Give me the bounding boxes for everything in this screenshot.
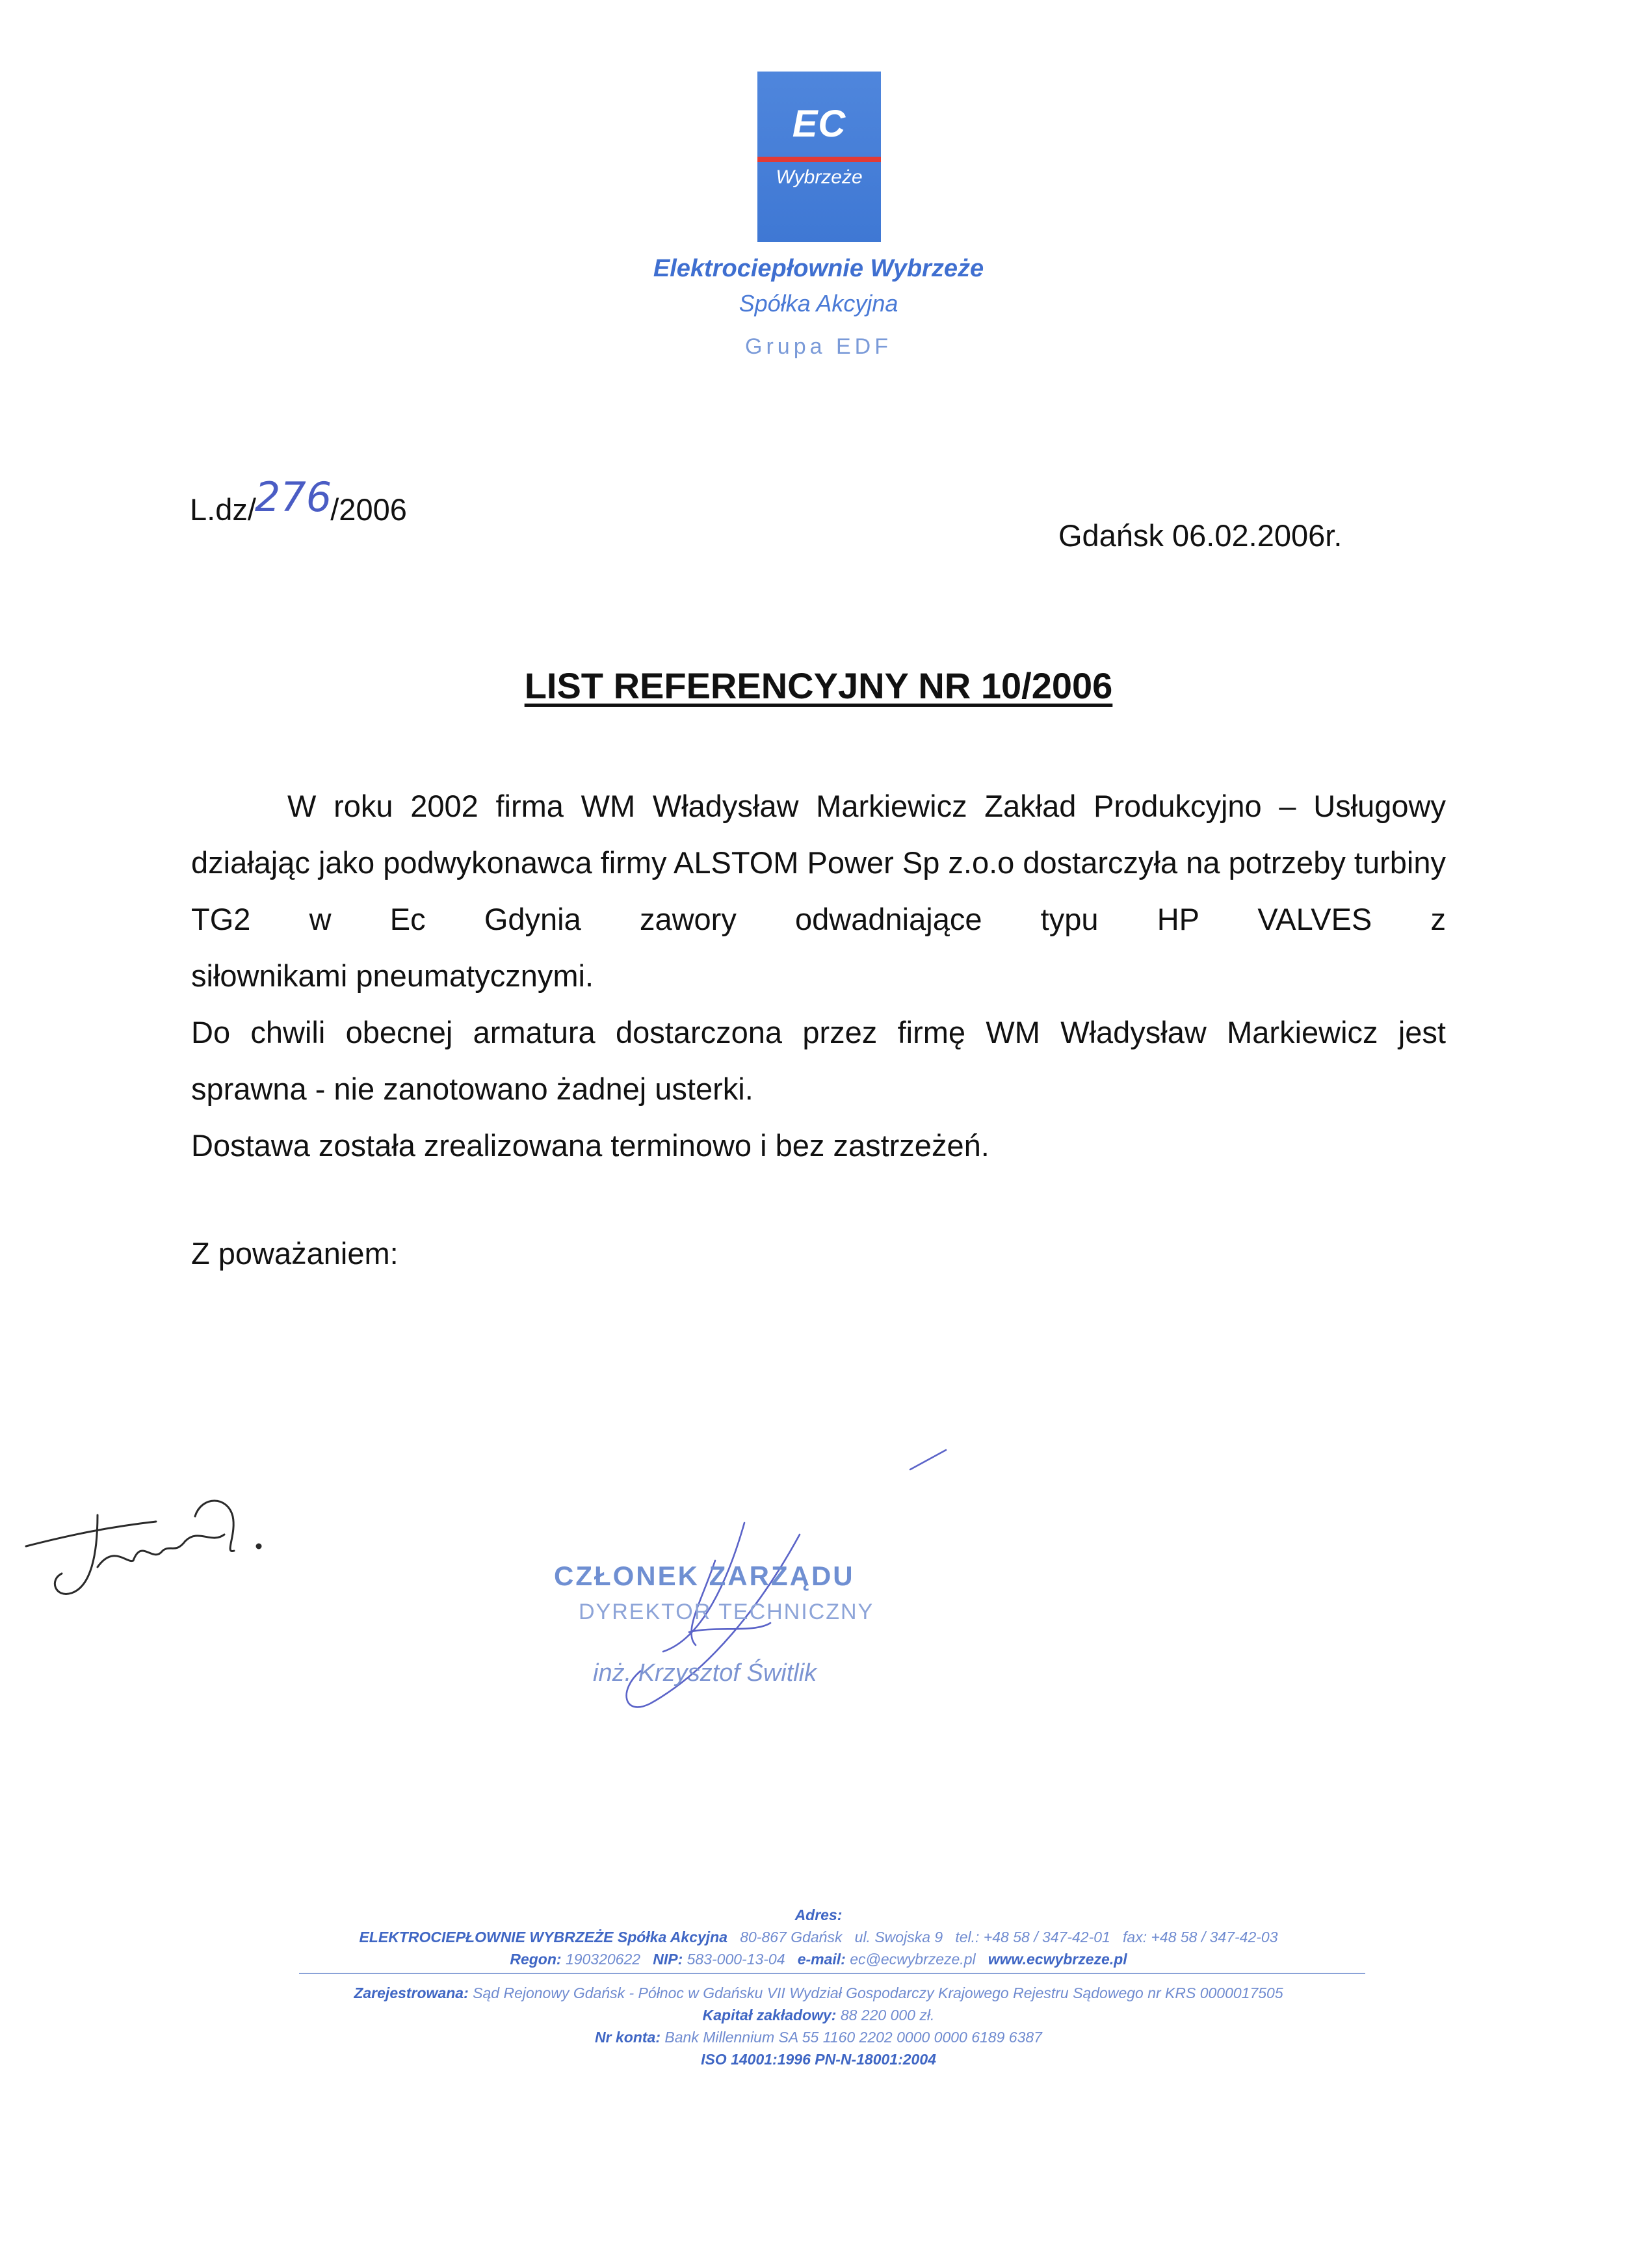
logo-ec-text: EC — [792, 103, 846, 145]
footer-line-1: ELEKTROCIEPŁOWNIE WYBRZEŻE Spółka Akcyjna 80-867 Gdańsk ul. Swojska 9 tel.: +48 58 / 347-42-01 fax: +48 58 / 347-42-03 — [359, 1929, 1278, 1945]
body-paragraph-1-end: siłownikami pneumatycznymi. — [191, 958, 594, 993]
footer-line-6: ISO 14001:1996 PN-N-18001:2004 — [701, 2051, 936, 2068]
company-name: Elektrociepłownie Wybrzeże — [653, 255, 984, 282]
logo-sub-text: Wybrzeże — [776, 166, 863, 188]
footer-line-2: Regon: 190320622 NIP: 583-000-13-04 e-mail: ec@ecwybrzeze.pl www.ecwybrzeze.pl — [510, 1951, 1127, 1968]
logo-red-bar — [757, 157, 881, 162]
footer-line-3: Zarejestrowana: Sąd Rejonowy Gdańsk - Północ w Gdańsku VII Wydział Gospodarczy Krajowego Rejestru Sądowego nr KRS 0000017505 — [354, 1984, 1283, 2001]
reference-prefix: L.dz/ — [190, 492, 256, 527]
letter-title: LIST REFERENCYJNY NR 10/2006 — [524, 665, 1113, 706]
stamp-position: CZŁONEK ZARZĄDU — [554, 1561, 855, 1591]
reference-suffix: /2006 — [330, 492, 407, 527]
footer-divider — [299, 1973, 1365, 1974]
left-signature — [26, 1501, 261, 1594]
reference-number — [190, 473, 407, 530]
company-group: Grupa EDF — [745, 334, 892, 359]
footer-email[interactable]: ec@ecwybrzeze.pl — [850, 1951, 976, 1968]
body-paragraph-3: Dostawa została zrealizowana terminowo i bez zastrzeżeń. — [191, 1128, 989, 1163]
stamp-department: DYREKTOR TECHNICZNY — [579, 1600, 874, 1624]
footer-address-label: Adres: — [794, 1906, 843, 1923]
body-paragraph-2: Do chwili obecnej armatura dostarczona przez firmę WM Władysław Markiewicz jest — [191, 1015, 1446, 1049]
place-date: Gdańsk 06.02.2006r. — [1058, 518, 1342, 553]
body-paragraph-1: W roku 2002 firma WM Władysław Markiewicz Zakład Produkcyjno – Usługowy działając jako podwykonawca firmy ALSTOM Power Sp z.o.o dostarczyła na potrzeby turbiny TG2 w Ec Gdynia zawory odwadniające typu HP VALVES z — [191, 789, 1446, 936]
closing-salutation: Z poważaniem: — [191, 1236, 399, 1271]
stamp-name: inż. Krzysztof Świtlik — [593, 1659, 817, 1687]
letter-body — [191, 778, 1446, 1174]
footer-line-5: Nr konta: Bank Millennium SA 55 1160 2202 0000 0000 6189 6387 — [595, 2029, 1042, 2046]
footer-website[interactable]: www.ecwybrzeze.pl — [988, 1951, 1127, 1968]
footer-line-4: Kapitał zakładowy: 88 220 000 zł. — [702, 2007, 935, 2024]
reference-handwritten-number: 276 — [254, 473, 332, 521]
company-logo — [757, 72, 881, 242]
body-paragraph-2-end: sprawna - nie zanotowano żadnej usterki. — [191, 1072, 753, 1106]
company-legal-form: Spółka Akcyjna — [739, 290, 898, 317]
